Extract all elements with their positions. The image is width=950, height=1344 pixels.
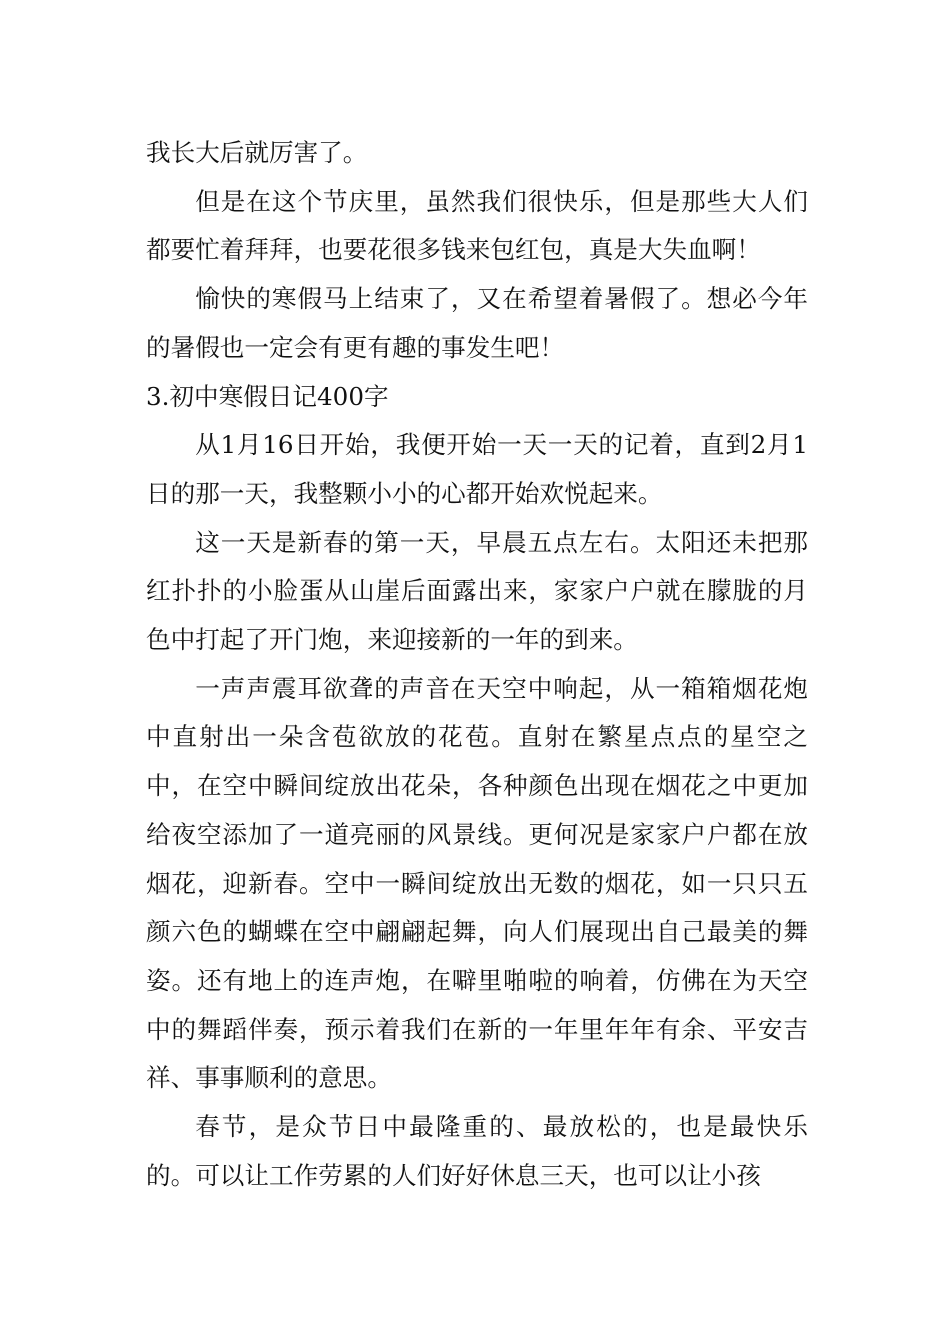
paragraph-countdown: 从1月16日开始，我便开始一天一天的记着，直到2月1日的那一天，我整颗小小的心都开始欢悦起来。 [146,430,808,508]
paragraph-winter-break-ending: 愉快的寒假马上结束了，又在希望着暑假了。想必今年的暑假也一定会有更有趣的事发生吧！ [146,284,808,362]
section-heading: 3.初中寒假日记400字 [146,381,389,411]
paragraph-fireworks: 一声声震耳欲聋的声音在天空中响起，从一箱箱烟花炮中直射出一朵含苞欲放的花苞。直射在繁星点点的星空之中，在空中瞬间绽放出花朵，各种颜色出现在烟花之中更加给夜空添加了一道亮丽的风景线。更何况是家家户户都在放烟花，迎新春。空中一瞬间绽放出无数的烟花，如一只只五颜六色的蝴蝶在空中翩翩起舞，向人们展现出自己最美的舞姿。还有地上的连声炮，在噼里啪啦的响着，仿佛在为天空中的舞蹈伴奏，预示着我们在新的一年里年年有余、平安吉祥、事事顺利的意思。 [146,673,808,1093]
paragraph-spring-festival: 春节，是众节日中最隆重的、最放松的，也是最快乐的。可以让工作劳累的人们好好休息三天，也可以让小孩 [146,1112,808,1190]
document-body [146,129,808,1200]
paragraph-red-envelopes: 但是在这个节庆里，虽然我们很快乐，但是那些大人们都要忙着拜拜，也要花很多钱来包红包，真是大失血啊！ [146,186,808,265]
paragraph-continuation: 我长大后就厉害了。 [146,138,368,167]
paragraph-new-year-morning: 这一天是新春的第一天，早晨五点左右。太阳还未把那红扑扑的小脸蛋从山崖后面露出来，家家户户就在朦胧的月色中打起了开门炮，来迎接新的一年的到来。 [146,527,808,655]
